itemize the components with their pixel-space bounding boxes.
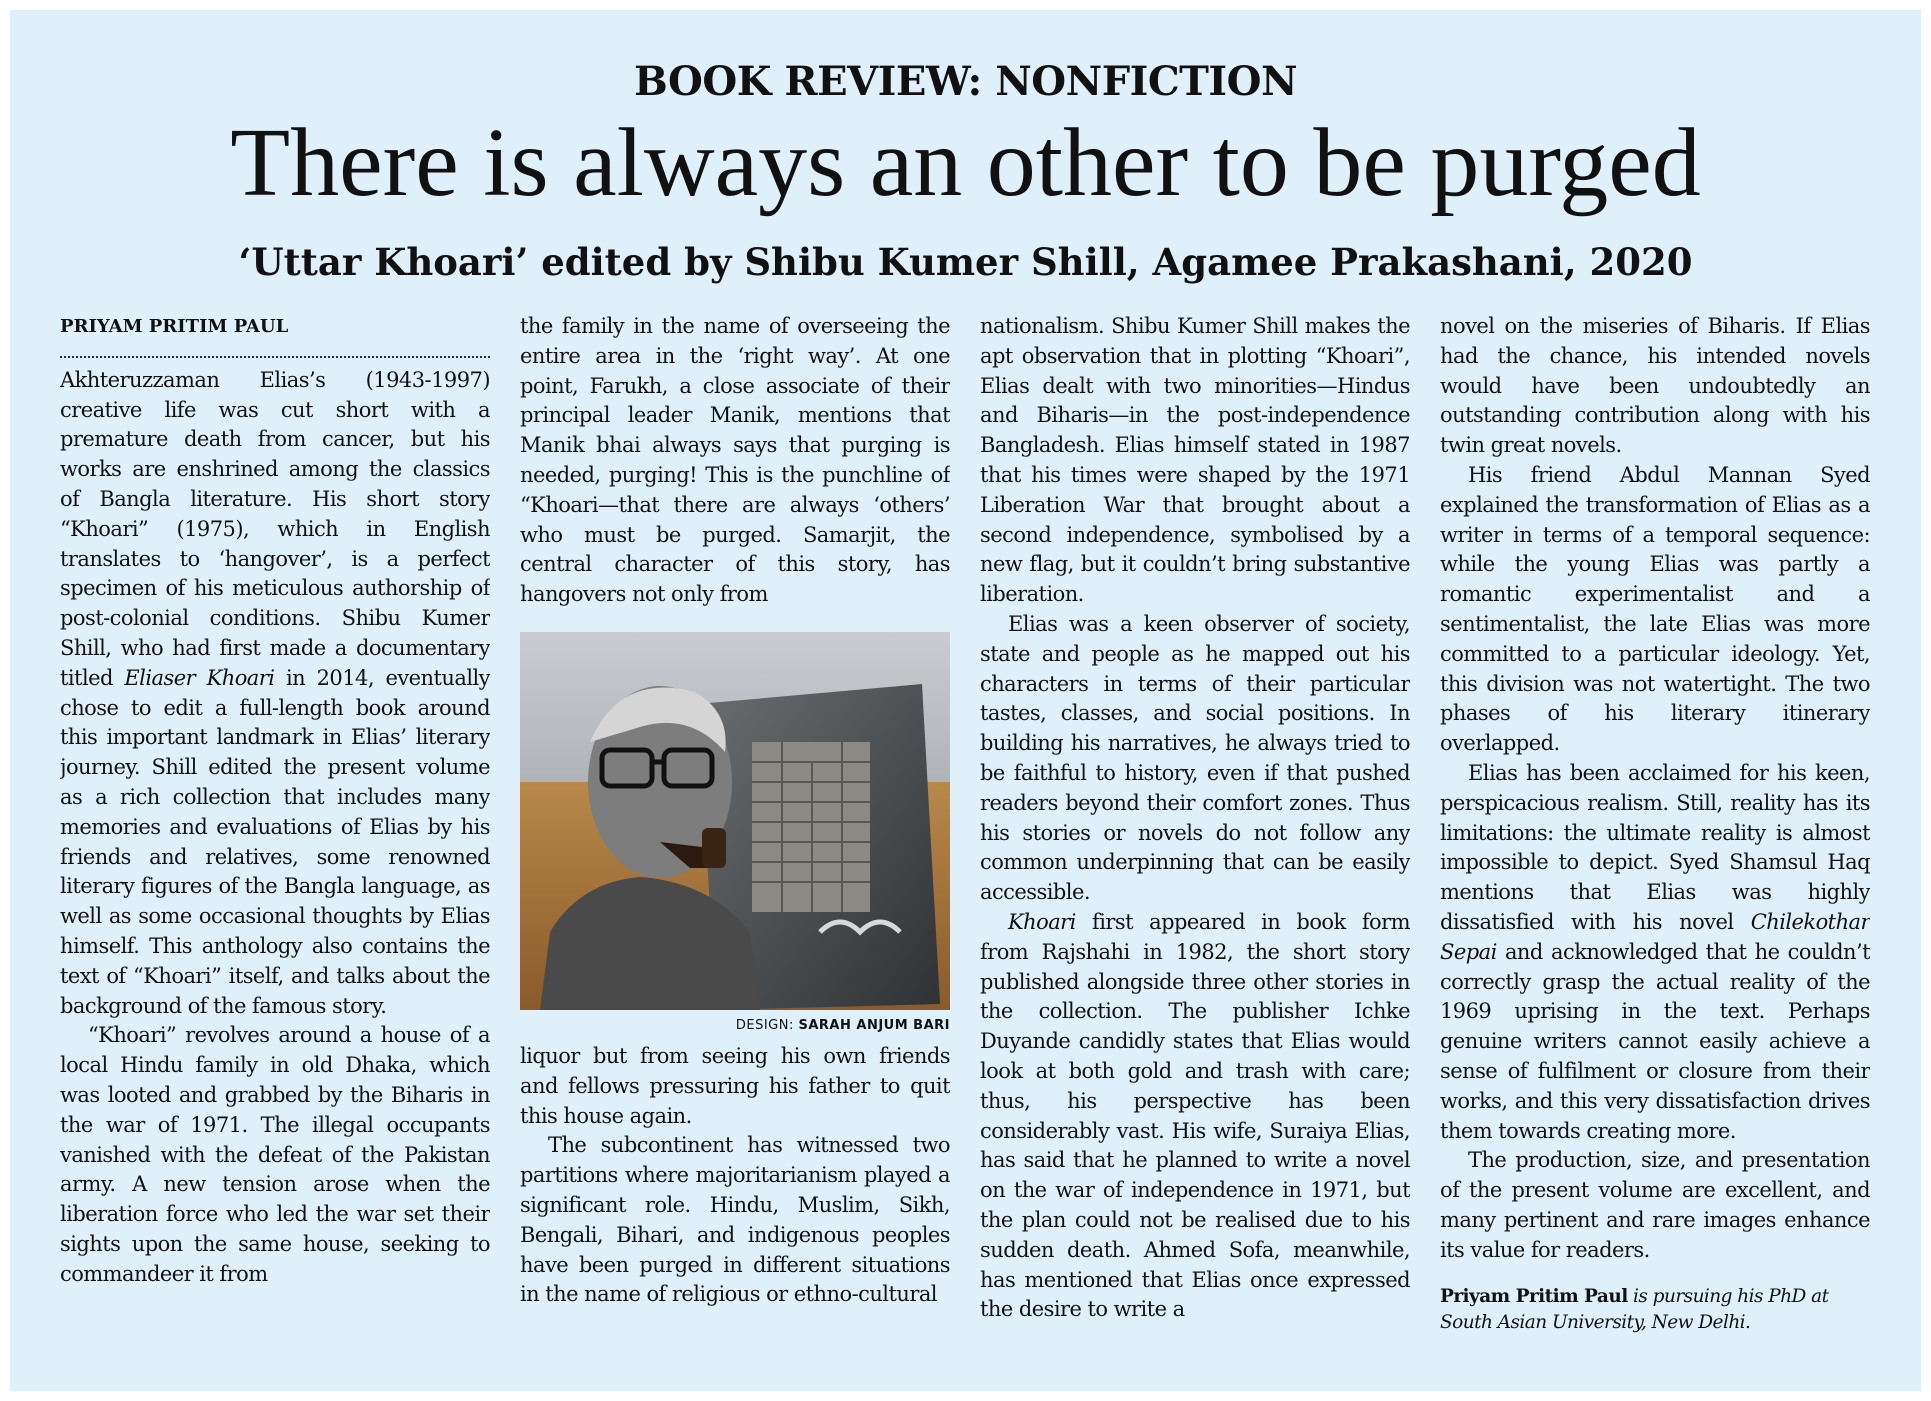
elias-portrait-illustration — [520, 632, 950, 1010]
byline: PRIYAM PRITIM PAUL — [60, 312, 490, 358]
paragraph: The subcontinent has witnessed two partitions where majoritarianism played a significant role. Hindu, Muslim, Sikh, Bengali, Bihari, and indigenous peoples have been purged in different situations in the name of religious or ethno-cultural — [520, 1133, 950, 1307]
article-image — [520, 632, 950, 1010]
paragraph: Akhteruzzaman Elias’s (1943-1997) creative life was cut short with a premature death from cancer, but his works are enshrined among the classics of Bangla literature. His short story “Khoari” (1975), which in English translates to ‘hangover’, is a perfect specimen of his meticulous authorship of post-colonial conditions. Shibu Kumer Shill, who had first made a documentary titled Eliaser Khoari in 2014, eventually chose to edit a full-length book around this important landmark in Elias’ literary journey. Shill edited the present volume as a rich collection that includes many memories and evaluations of Elias by his friends and relatives, some renowned literary figures of the Bangla language, as well as some occasional thoughts by Elias himself. This anthology also contains the text of “Khoari” itself, and talks about the background of the famous story. — [60, 367, 490, 1018]
paragraph: Elias has been acclaimed for his keen, perspicacious realism. Still, reality has its limitations: the ultimate reality is almost impossible to depict. Syed Shamsul Haq mentions that Elias was highly dissatisfied with his novel Chilekothar Sepai and acknowledged that he couldn’t correctly grasp the actual reality of the 1969 uprising in the text. Perhaps genuine writers cannot easily achieve a sense of fulfilment or closure from their works, and this very dissatisfaction drives them towards creating more. — [1440, 760, 1870, 1143]
article-column-4 — [1440, 312, 1870, 1372]
paragraph: Elias was a keen observer of society, state and people as he mapped out his characters in terms of their particular tastes, classes, and social positions. In building his narratives, he always tried to be faithful to history, even if that pushed readers beyond their comfort zones. Thus his stories or novels do not follow any common underpinning that can be easily accessible. — [980, 611, 1410, 905]
paragraph: “Khoari” revolves around a house of a local Hindu family in old Dhaka, which was looted and grabbed by the Biharis in the war of 1971. The illegal occupants vanished with the defeat of the Pakistan army. A new tension arose when the liberation force who led the war set their sights upon the same house, seeking to commandeer it from — [60, 1023, 490, 1286]
paragraph: novel on the miseries of Biharis. If Elias had the chance, his intended novels would have been undoubtedly an outstanding contribution along with his twin great novels. — [1440, 314, 1870, 458]
paragraph: liquor but from seeing his own friends and fellows pressuring his father to quit this house again. — [520, 1043, 950, 1128]
paragraph: the family in the name of overseeing the entire area in the ‘right way’. At one point, Farukh, a close associate of their principal leader Manik, mentions that Manik bhai always says that purging is needed, purging! This is the punchline of “Khoari—that there are always ‘others’ who must be purged. Samarjit, the central character of this story, has hangovers not only from — [520, 314, 950, 607]
subheadline: ‘Uttar Khoari’ edited by Shibu Kumer Shill, Agamee Prakashani, 2020 — [238, 240, 1693, 284]
article-column-3 — [980, 312, 1410, 1372]
paragraph: Khoari first appeared in book form from Rajshahi in 1982, the short story published alongside three other stories in the collection. The publisher Ichke Duyande candidly states that Elias would look at both gold and trash with care; thus, his perspective has been considerably vast. His wife, Suraiya Elias, has said that he planned to write a novel on the war of independence in 1971, but the plan could not be realised due to his sudden death. Ahmed Sofa, meanwhile, has mentioned that Elias once expressed the desire to write a — [980, 909, 1410, 1322]
section-label: BOOK REVIEW: NONFICTION — [633, 58, 1298, 105]
article-column-2 — [520, 312, 950, 1372]
author-bio: Priyam Pritim Paul is pursuing his PhD at South Asian University, New Delhi. — [1440, 1285, 1829, 1333]
paragraph: The production, size, and presentation of the present volume are excellent, and many pertinent and rare images enhance its value for readers. — [1440, 1148, 1870, 1262]
article-column-1 — [60, 312, 490, 1372]
paragraph: His friend Abdul Mannan Syed explained the transformation of Elias as a writer in terms of a temporal sequence: while the young Elias was partly a romantic experimentalist and a sentimentalist, the late Elias was more committed to a particular ideology. Yet, this division was not watertight. The two phases of his literary itinerary overlapped. — [1440, 462, 1870, 756]
paragraph: nationalism. Shibu Kumer Shill makes the apt observation that in plotting “Khoari”, Elias dealt with two minorities—Hindus and Biharis—in the post-independence Bangladesh. Elias himself stated in 1987 that his times were shaped by the 1971 Liberation War that brought about a second independence, symbolised by a new flag, but it couldn’t bring substantive liberation. — [980, 314, 1410, 607]
newspaper-page — [10, 10, 1921, 1391]
image-credit: DESIGN: SARAH ANJUM BARI — [735, 1017, 950, 1033]
headline: There is always an other to be purged — [230, 109, 1701, 217]
